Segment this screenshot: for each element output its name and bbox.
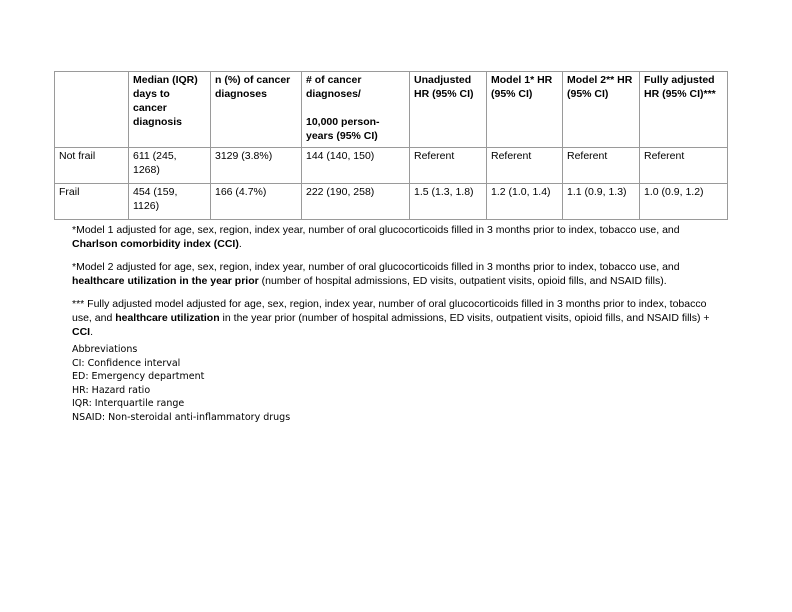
table-cell: Frail <box>55 184 129 220</box>
table-cell: 3129 (3.8%) <box>211 148 302 184</box>
table-cell: 611 (245, 1268) <box>129 148 211 184</box>
abbreviation-item: HR: Hazard ratio <box>72 384 151 396</box>
header-cell <box>55 72 129 148</box>
table-cell: Not frail <box>55 148 129 184</box>
footnote-fully-adjusted: *** Fully adjusted model adjusted for age, sex, region, index year, number of oral glucocorticoids filled in 3 months prior to index, tobacco use, and healthcare utilization in the year prior (number of hospital admissions, ED visits, outpatient visits, opioid fills, and NSAID fills) + CCI. <box>72 298 710 338</box>
abbreviation-item: CI: Confidence interval <box>72 357 181 369</box>
header-cell: Fully adjusted HR (95% CI)*** <box>640 72 728 148</box>
abbreviations-title: Abbreviations <box>72 344 138 355</box>
header-text-part: 10,000 person-years (95% CI) <box>306 116 380 142</box>
abbreviation-item: NSAID: Non-steroidal anti-inflammatory drugs <box>72 411 291 423</box>
table-cell: 1.2 (1.0, 1.4) <box>487 184 563 220</box>
table-cell: Referent <box>487 148 563 184</box>
results-table <box>54 71 728 220</box>
header-cell <box>302 72 410 148</box>
abbreviations-list <box>72 343 712 424</box>
table-cell: 1.5 (1.3, 1.8) <box>410 184 487 220</box>
table-cell: 454 (159, 1126) <box>129 184 211 220</box>
table-cell: 1.1 (0.9, 1.3) <box>563 184 640 220</box>
table-cell: Referent <box>563 148 640 184</box>
table-cell: 222 (190, 258) <box>302 184 410 220</box>
table-cell: Referent <box>410 148 487 184</box>
header-cell: Unadjusted HR (95% CI) <box>410 72 487 148</box>
footnote-model-2: *Model 2 adjusted for age, sex, region, index year, number of oral glucocorticoids filled in 3 months prior to index, tobacco use, and healthcare utilization in the year prior (number of hospital admissions, ED visits, outpatient visits, opioid fills, and NSAID fills). <box>72 261 680 287</box>
table-cell: 144 (140, 150) <box>302 148 410 184</box>
table-header-row <box>55 72 728 148</box>
table-cell: 1.0 (0.9, 1.2) <box>640 184 728 220</box>
table-row <box>55 184 728 220</box>
abbreviation-item: ED: Emergency department <box>72 371 205 382</box>
header-cell: Model 2** HR (95% CI) <box>563 72 640 148</box>
footnote-model-1: *Model 1 adjusted for age, sex, region, index year, number of oral glucocorticoids filled in 3 months prior to index, tobacco use, and Charlson comorbidity index (CCI). <box>72 224 680 250</box>
abbreviation-item: IQR: Interquartile range <box>72 398 185 409</box>
table-cell: 166 (4.7%) <box>211 184 302 220</box>
table-row <box>55 148 728 184</box>
footnotes <box>72 223 722 348</box>
header-cell: Model 1* HR (95% CI) <box>487 72 563 148</box>
header-text-part: # of cancer diagnoses/ <box>306 74 362 100</box>
header-cell: Median (IQR) days to cancer diagnosis <box>129 72 211 148</box>
header-cell: n (%) of cancer diagnoses <box>211 72 302 148</box>
table-cell: Referent <box>640 148 728 184</box>
